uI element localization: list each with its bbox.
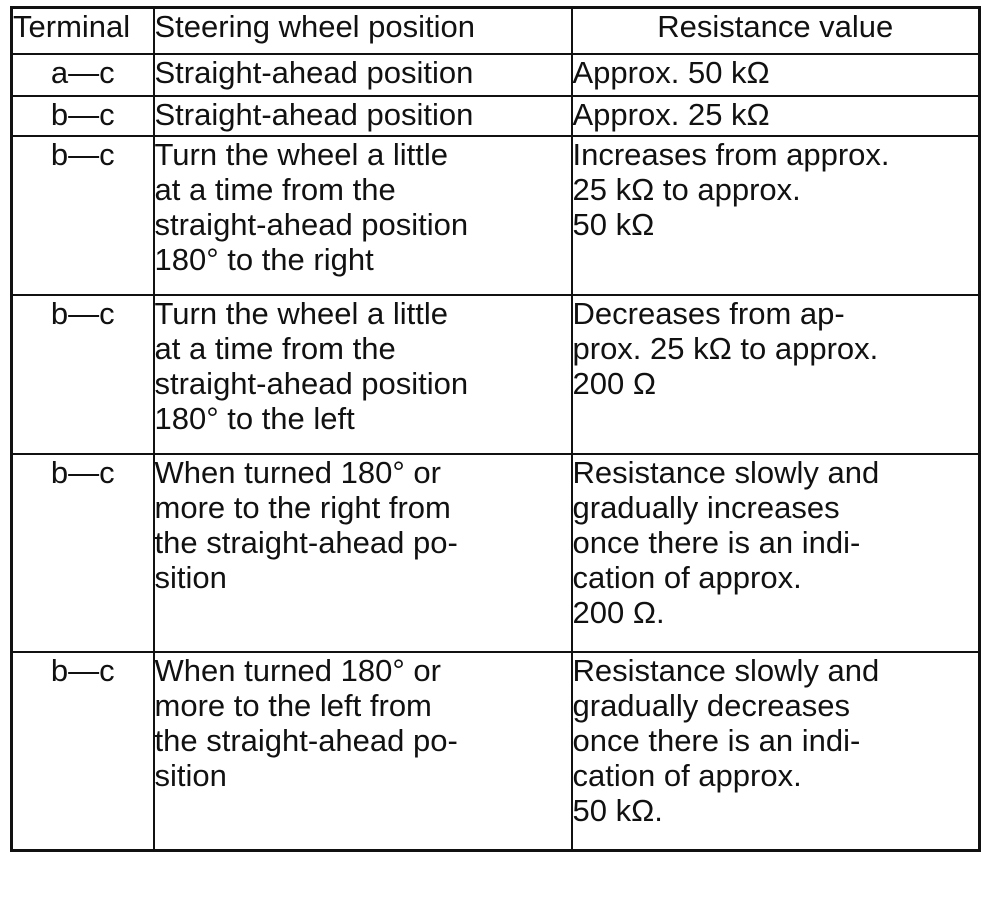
header-resistance-value: Resistance value (572, 8, 980, 55)
resistance-line: gradually decreases (572, 688, 850, 723)
resistance-line: gradually increases (572, 490, 840, 525)
terminal-cell: b—c (12, 96, 154, 136)
resistance-line: 50 kΩ (572, 207, 655, 242)
header-steering-wheel-position: Steering wheel position (154, 8, 572, 55)
position-line: sition (154, 560, 227, 595)
position-line: the straight-ahead po- (154, 723, 458, 758)
resistance-line: 25 kΩ to approx. (572, 172, 801, 207)
resistance-line: once there is an indi- (572, 525, 861, 560)
resistance-line: Resistance slowly and (572, 455, 880, 490)
position-line: more to the right from (154, 490, 451, 525)
position-line: 180° to the right (154, 242, 374, 277)
position-line: Straight-ahead position (154, 55, 474, 90)
table-body (12, 54, 980, 851)
resistance-cell (572, 295, 980, 454)
resistance-line: 50 kΩ. (572, 793, 663, 828)
position-cell (154, 54, 572, 96)
header-terminal: Terminal (12, 8, 154, 55)
position-line: 180° to the left (154, 401, 355, 436)
resistance-line: 200 Ω (572, 366, 657, 401)
table-row (12, 54, 980, 96)
resistance-line: Decreases from ap- (572, 296, 845, 331)
position-line: sition (154, 758, 227, 793)
resistance-spec-table (10, 6, 981, 852)
resistance-line: 200 Ω. (572, 595, 665, 630)
resistance-line: Increases from approx. (572, 137, 890, 172)
position-line: more to the left from (154, 688, 432, 723)
resistance-cell (572, 96, 980, 136)
position-line: the straight-ahead po- (154, 525, 458, 560)
resistance-cell (572, 54, 980, 96)
position-cell (154, 136, 572, 295)
position-line: at a time from the (154, 331, 396, 366)
resistance-line: prox. 25 kΩ to approx. (572, 331, 879, 366)
position-cell (154, 96, 572, 136)
resistance-cell (572, 652, 980, 851)
resistance-line: cation of approx. (572, 758, 802, 793)
table-header (12, 8, 980, 55)
terminal-cell: b—c (12, 136, 154, 295)
position-line: Straight-ahead position (154, 97, 474, 132)
position-line: Turn the wheel a little (154, 296, 449, 331)
position-line: at a time from the (154, 172, 396, 207)
resistance-cell (572, 454, 980, 652)
resistance-line: once there is an indi- (572, 723, 861, 758)
position-cell (154, 652, 572, 851)
resistance-line: Resistance slowly and (572, 653, 880, 688)
position-line: straight-ahead position (154, 366, 469, 401)
position-cell (154, 295, 572, 454)
terminal-cell: b—c (12, 652, 154, 851)
terminal-cell: b—c (12, 295, 154, 454)
position-line: When turned 180° or (154, 455, 441, 490)
position-cell (154, 454, 572, 652)
table-row (12, 136, 980, 295)
table-row (12, 295, 980, 454)
table-row (12, 652, 980, 851)
terminal-cell: a—c (12, 54, 154, 96)
resistance-line: Approx. 50 kΩ (572, 55, 770, 90)
table-row (12, 454, 980, 652)
position-line: When turned 180° or (154, 653, 441, 688)
resistance-spec-sheet (10, 6, 981, 852)
resistance-cell (572, 136, 980, 295)
table-row (12, 96, 980, 136)
position-line: Turn the wheel a little (154, 137, 449, 172)
resistance-line: Approx. 25 kΩ (572, 97, 770, 132)
position-line: straight-ahead position (154, 207, 469, 242)
resistance-line: cation of approx. (572, 560, 802, 595)
terminal-cell: b—c (12, 454, 154, 652)
